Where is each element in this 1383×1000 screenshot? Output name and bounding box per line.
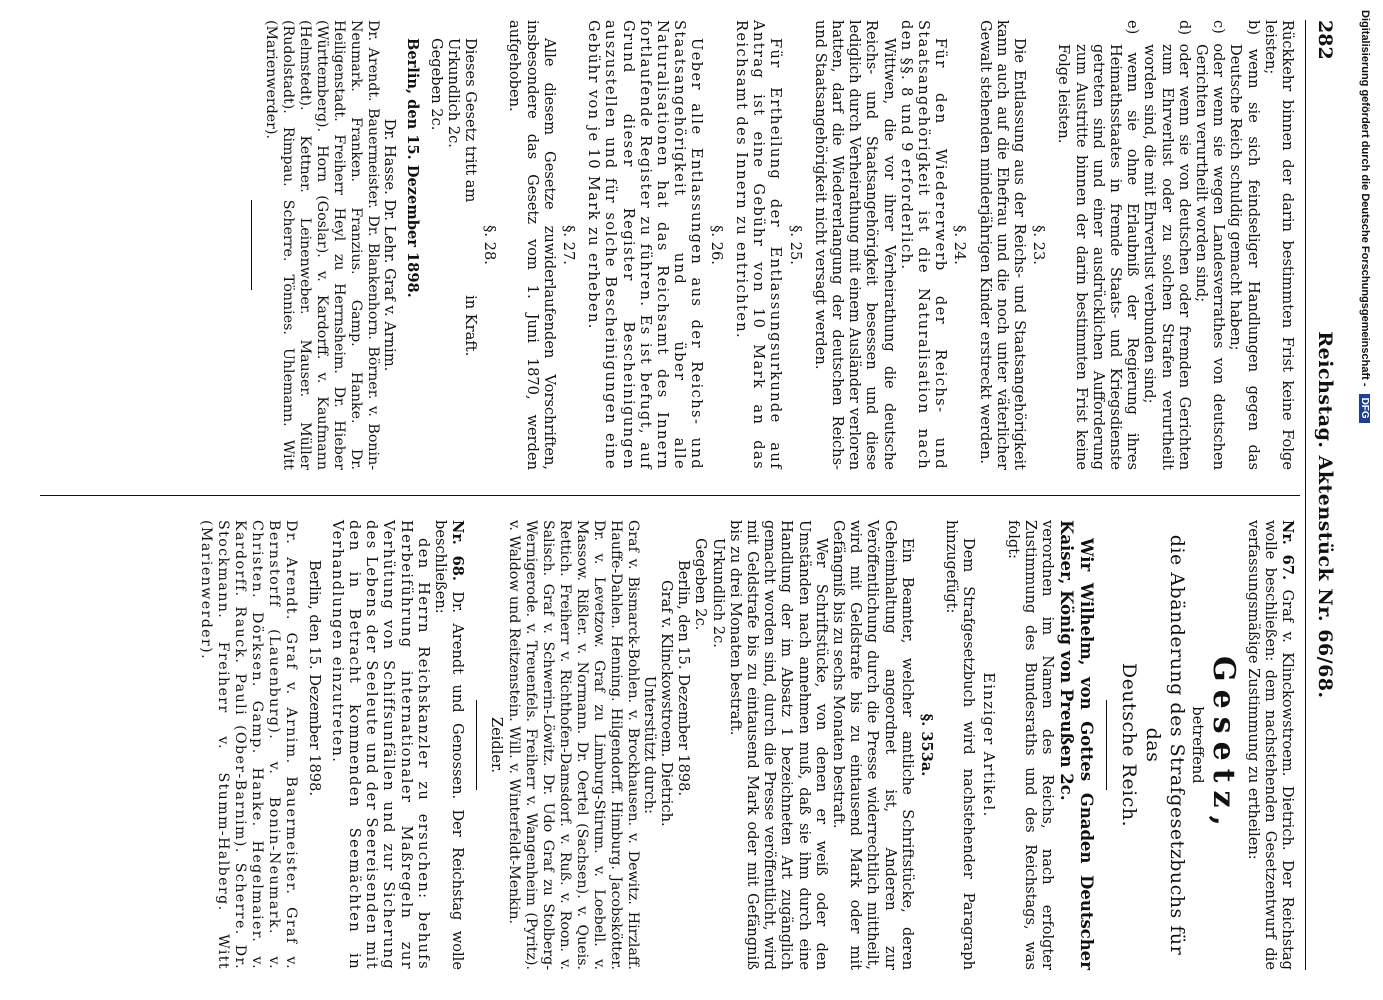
nr68-paragraph — [432, 520, 466, 970]
item-c: c) oder wenn sie wegen Landesverrathes von deutschen Gerichten verurtheilt worden sind; — [1192, 20, 1228, 470]
nr67-heading: Nr. 67. — [1279, 520, 1296, 581]
signers-list-left: Dr. Arendt. Bauermeister. Dr. Blankenhorn. Börner. v. Bonin-Neumark. Franken. Franzius. Gamp. Hanke. Dr. Heiligenstadt. Freiherr Heyl zu Herrnsheim. Dr. Hieber (Württemberg). Horn (Goslar). v. Kardorff. v. Kaufmann (Helmstedt). Kettner. Leinenweber. Mauser. Müller (Rudolstadt). Rimpau. Scherre. Tönnies. Uhlemann. Witt (Marienwerder). — [263, 20, 382, 470]
sign-right: Graf v. Klinckowstroem. Dietrich. — [657, 580, 675, 827]
document-page — [40, 20, 1340, 970]
wilhelm-line: Wir Wilhelm, von Gottes Gnaden Deutscher Kaiser, König von Preußen 2c. — [1057, 520, 1097, 970]
law-subject-line-2: Deutsche Reich. — [1118, 662, 1141, 828]
section-25-title: §. 25. — [786, 225, 804, 265]
credit-text: Digitalisierung gefördert durch die Deutsche Forschungsgemeinschaft - — [1359, 10, 1371, 387]
page-header — [1305, 20, 1340, 970]
section-26-text: Ueber alle Entlassungen aus der Reichs- und Staatsangehörigkeit und über alle Naturalisationen hat das Reichsamt des Innern fortlaufende Register zu führen. Es ist befugt, auf Grund dieser Register Bescheinigungen auszustellen und für solche Bescheinigungen eine Gebühr von je 10 Mark zu erheben. — [585, 20, 706, 470]
rule-after-title — [1106, 700, 1107, 790]
section-28-text: Dieses Gesetz tritt am in Kraft. — [462, 38, 480, 357]
right-column — [40, 520, 1296, 970]
einziger-artikel-title: Einziger Artikel. — [979, 672, 997, 818]
date-right: Berlin, den 15. Dezember 1898. — [675, 560, 693, 797]
unterstuetzt-label: Unterstützt durch: — [640, 675, 658, 815]
section-353a-text-2: Wer Schriftstücke, von denen er weiß oder den Umständen nach annehmen muß, daß sie ihm durch eine Handlung der im Absatz 1 bezeichneten Art zugänglich gemacht worden sind, durch die Presse veröffentlicht, wird mit Geldstrafe bis zu eintausend Mark oder mit Gefängniß bis zu drei Monaten bestraft. — [726, 520, 830, 970]
dfg-logo: DFG — [1359, 394, 1370, 423]
left-column — [40, 20, 1296, 470]
nr68-request: den Herrn Reichskanzler zu ersuchen: behufs Herbeiführung internationaler Maßregeln zur Verhütung von Schiffsunfällen und zur Sicherung des Lebens der Seeleute und der Seereisenden mit den in Betracht kommenden Seemächten in Verhandlungen einzutreten. — [328, 520, 432, 970]
supporters-list: Graf v. Bismarck-Bohlen. v. Brockhausen. v. Dewitz. Hirzlaff. Hauffe-Dahlen. Henning. Hilgendorff. Himburg. Jacobskötter. Dr. v. Levetzow. Graf zu Limburg-Stirum. v. Loebell. v. Massow. Rißler. v. Normann. Dr. Oertel (Sachsen). v. Queis. Rettich. Freiherr v. Richthofen-Damsdorf. v. Ruß. v. Roon. v. Salisch. Graf v. Schwerin-Löwitz. Dr. Udo Graf zu Stolberg-Wernigerode. v. Treuenfels. Freiherr v. Wangenheim (Pyritz). v. Waldow und Reitzenstein. Will. v. Winterfeldt-Menkin. — [505, 520, 641, 970]
section-353a-title: §. 353a. — [917, 713, 935, 777]
betreffend-label: betreffend — [1189, 706, 1207, 784]
law-subject-line-1: die Abänderung des Strafgesetzbuchs für das — [1142, 534, 1189, 956]
digitization-credit — [1345, 10, 1381, 990]
section-27-text: Alle diesem Gesetze zuwiderlaufenden Vorschriften, insbesondere das Gesetz vom 1. Juni 1870, werden aufgehoben. — [506, 20, 558, 470]
intro-line: Rückkehr binnen der darin bestimmten Frist keine Folge leisten; — [1261, 20, 1296, 470]
urkundlich-right: Urkundlich 2c. — [709, 538, 727, 648]
urkundlich-left: Urkundlich 2c. — [444, 38, 462, 148]
page-number: 282 — [1314, 20, 1336, 60]
end-rule-left — [251, 200, 252, 290]
section-26-title: §. 26. — [707, 225, 725, 265]
section-24-title: §. 24. — [951, 225, 969, 265]
section-28-title: §. 28. — [481, 225, 499, 265]
section-25-text: Für Ertheilung der Entlassungsurkunde auf Antrag ist eine Gebühr von 10 Mark an das Reichsamt des Innern zu entrichten. — [732, 20, 785, 470]
section-24-text-2: Wittwen, die vor ihrer Verheirathung die deutsche Reichs- und Staatsangehörigkeit besessen und diese lediglich durch Verheirathung mit einem Ausländer verloren hatten, darf die Wiedererlangung der deutschen Reichs- und Staatsangehörigkeit nicht versagt werden. — [811, 20, 898, 470]
nr68-text: Dr. Arendt und Genossen. Der Reichstag wolle beschließen: — [432, 520, 467, 970]
section-23-title: §. 23. — [1030, 225, 1048, 265]
section-27-title: §. 27. — [560, 225, 578, 265]
nr68-date: Berlin, den 15. Dezember 1898. — [305, 560, 323, 797]
artikel-text: Dem Strafgesetzbuch wird nachstehender Paragraph hinzugefügt: — [943, 520, 978, 970]
nr68-heading: Nr. 68. — [449, 520, 467, 581]
date-left: Berlin, den 15. Dezember 1898. — [404, 38, 422, 298]
section-24-text-1: Für den Wiedererwerb der Reichs- und Staatsangehörigkeit ist die Naturalisation nach den §§. 8 und 9 erforderlich. — [897, 20, 950, 470]
verordnen-text: verordnen im Namen des Reichs, nach erfolgter Zustimmung des Bundesraths und des Reichstags, was folgt: — [1004, 520, 1057, 970]
zeidler-name: Zeidler. — [487, 716, 505, 774]
section-353a-text-1: Ein Beamter, welcher amtliche Schriftstücke, deren Geheimhaltung angeordnet ist, Anderen zur Veröffentlichung durch die Presse widerrechtlich mittheilt, wird mit Geldstrafe bis zu eintausend Mark oder mit Gefängniß bis zu sechs Monaten bestraft. — [829, 520, 916, 970]
gesetz-title: Gesetz, — [1206, 655, 1242, 835]
nr67-paragraph — [1244, 520, 1296, 970]
rule-before-nr68 — [476, 700, 477, 790]
gegeben-right: Gegeben 2c. — [692, 538, 710, 631]
nr68-signers: Dr. Arendt. Graf v. Arnim. Bauermeister. Graf v. Bernstorff (Lauenburg). v. Bonin-Neumark. v. Christen. Dörksen. Gamp. Hanke. Hegelmaier. v. Kardorff. Rauck. Pauli (Ober-Barnim). Scherre. Dr. Stockmann. Freiherr v. Stumm-Halberg. Witt (Marienwerder). — [198, 520, 300, 970]
gegeben-left: Gegeben 2c. — [427, 38, 445, 131]
page-title: Reichstag. Aktenstück Nr. 66/68. — [1314, 331, 1336, 699]
signers-main-left: Dr. Hasse. Dr. Lehr. Graf v. Arnim. — [381, 118, 399, 372]
nr67-text: Graf v. Klinckowstroem. Dietrich. Der Reichstag wolle beschließen: dem nachstehenden Gesetzentwurf die verfassungsmäßige Zustimmung zu ertheilen: — [1244, 520, 1296, 970]
section-23-text: Die Entlassung aus der Reichs- und Staatsangehörigkeit kann auch auf die Ehefrau und die noch unter väterlicher Gewalt stehenden minderjährigen Kinder erstreckt werden. — [976, 20, 1028, 470]
column-divider — [40, 495, 1300, 496]
item-d: d) oder wenn sie von deutschen oder fremden Gerichten zum Ehrverlust oder zu solchen Strafen verurtheilt worden sind, die mit Ehrverlust verbunden sind; — [1141, 20, 1193, 470]
item-e: e) wenn sie ohne Erlaubniß der Regierung ihres Heimathsstaates in fremde Staats- und Kriegsdienste getreten sind und einer ausdrücklichen Aufforderung zum Austritte binnen der darin bestimmten Frist keine Folge leisten. — [1055, 20, 1142, 470]
item-b: b) wenn sie sich feindseliger Handlungen gegen das Deutsche Reich schuldig gemacht haben; — [1227, 20, 1262, 470]
